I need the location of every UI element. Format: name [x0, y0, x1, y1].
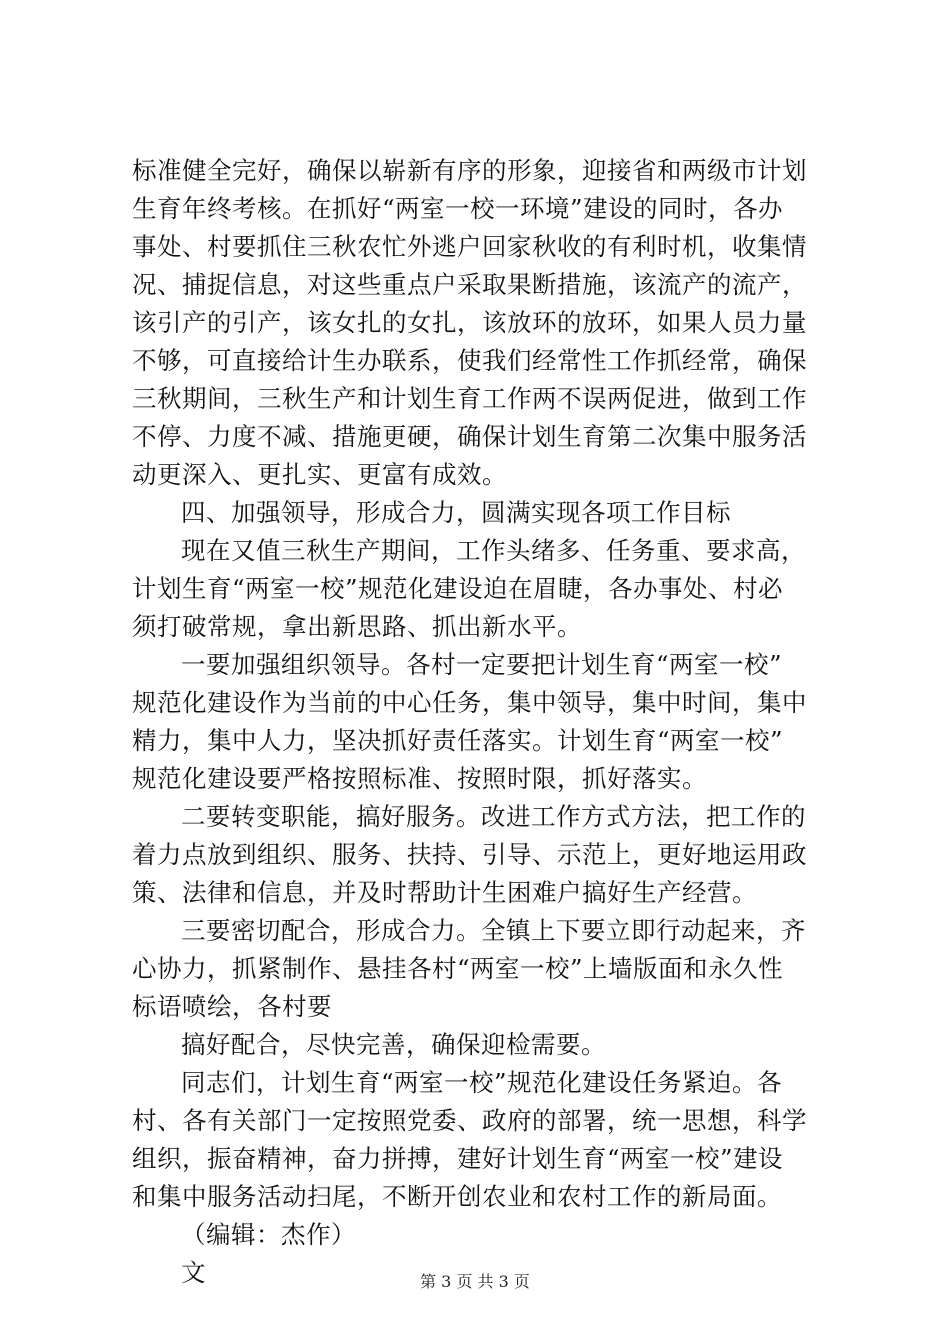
text-line: 计划生育“两室一校”规范化建设迫在眉睫，各办事处、村必 — [132, 574, 784, 603]
text-line: 该引产的引产，该女扎的女扎，该放环的放环，如果人员力量 — [132, 308, 807, 337]
document-body — [132, 152, 832, 1292]
text-line: 心协力，抓紧制作、悬挂各村“两室一校”上墙版面和永久性 — [132, 954, 784, 983]
editor-note: （编辑：杰作） — [181, 1220, 356, 1249]
text-line: 不停、力度不减、措施更硬，确保计划生育第二次集中服务活 — [132, 422, 807, 451]
text-line: 标语喷绘，各村要 — [132, 992, 332, 1021]
text-line: 规范化建设作为当前的中心任务，集中领导，集中时间，集中 — [132, 688, 807, 717]
text-line: 动更深入、更扎实、更富有成效。 — [132, 460, 507, 489]
paragraph-start: 二要转变职能，搞好服务。改进工作方式方法，把工作的 — [181, 802, 806, 831]
text-line: 生育年终考核。在抓好“两室一校一环境”建设的同时，各办 — [132, 194, 784, 223]
text-line: 事处、村要抓住三秋农忙外逃户回家秋收的有利时机，收集情 — [132, 232, 807, 261]
text-line: 三秋期间，三秋生产和计划生育工作两不误两促进，做到工作 — [132, 384, 807, 413]
text-line: 和集中服务活动扫尾，不断开创农业和农村工作的新局面。 — [132, 1182, 782, 1211]
text-line: 着力点放到组织、服务、扶持、引导、示范上，更好地运用政 — [132, 840, 807, 869]
trailing-character: 文 — [181, 1258, 206, 1287]
paragraph-start: 同志们，计划生育“两室一校”规范化建设任务紧迫。各 — [181, 1068, 783, 1097]
text-line: 规范化建设要严格按照标准、按照时限，抓好落实。 — [132, 764, 707, 793]
page-footer: 第 3 页 共 3 页 — [420, 1272, 530, 1291]
text-line: 况、捕捉信息，对这些重点户采取果断措施，该流产的流产， — [132, 270, 807, 299]
text-line: 不够，可直接给计生办联系，使我们经常性工作抓经常，确保 — [132, 346, 807, 375]
text-line: 标准健全完好，确保以崭新有序的形象，迎接省和两级市计划 — [132, 156, 807, 185]
paragraph-start: 一要加强组织领导。各村一定要把计划生育“两室一校” — [181, 650, 783, 679]
text-line: 策、法律和信息，并及时帮助计生困难户搞好生产经营。 — [132, 878, 757, 907]
text-line: 精力，集中人力，坚决抓好责任落实。计划生育“两室一校” — [132, 726, 784, 755]
paragraph-start: 三要密切配合，形成合力。全镇上下要立即行动起来，齐 — [181, 916, 806, 945]
section-heading: 四、加强领导，形成合力，圆满实现各项工作目标 — [181, 498, 731, 527]
text-line: 组织，振奋精神，奋力拼搏，建好计划生育“两室一校”建设 — [132, 1144, 784, 1173]
text-line: 须打破常规，拿出新思路、抓出新水平。 — [132, 612, 582, 641]
text-line: 村、各有关部门一定按照党委、政府的部署，统一思想，科学 — [132, 1106, 807, 1135]
paragraph-start: 现在又值三秋生产期间，工作头绪多、任务重、要求高， — [181, 536, 806, 565]
paragraph-start: 搞好配合，尽快完善，确保迎检需要。 — [181, 1030, 606, 1059]
